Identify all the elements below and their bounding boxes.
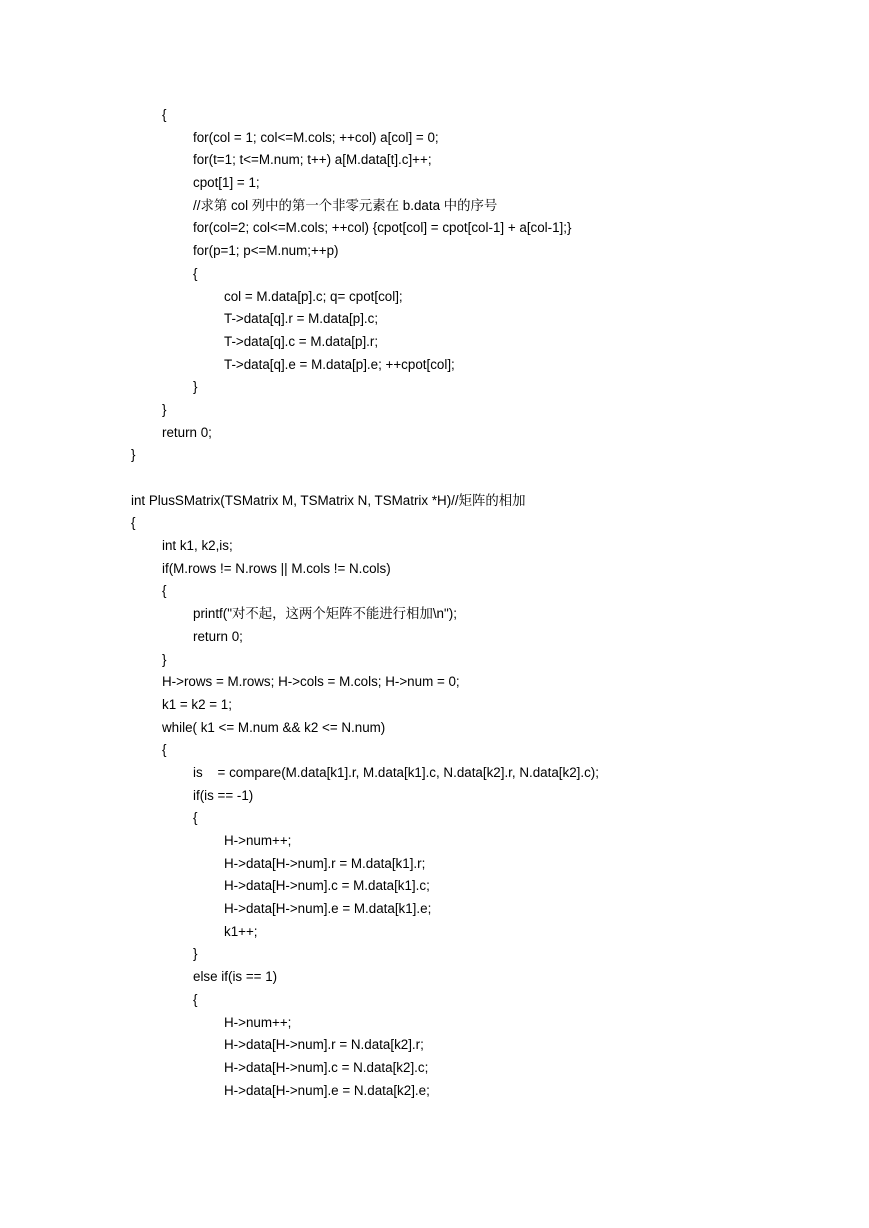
code-line: for(t=1; t<=M.num; t++) a[M.data[t].c]++; <box>193 152 432 168</box>
code-line: H->data[H->num].r = M.data[k1].r; <box>224 855 426 871</box>
code-line: k1 = k2 = 1; <box>162 696 232 712</box>
code-line: { <box>162 742 167 758</box>
code-line: cpot[1] = 1; <box>193 175 260 191</box>
code-line: H->data[H->num].c = N.data[k2].c; <box>224 1059 429 1075</box>
code-listing <box>0 104 869 1102</box>
code-line: col = M.data[p].c; q= cpot[col]; <box>224 288 403 304</box>
code-line: if(M.rows != N.rows || M.cols != N.cols) <box>162 560 391 576</box>
code-line: { <box>193 265 198 281</box>
code-line: } <box>131 447 136 463</box>
code-line: { <box>162 107 167 122</box>
code-line: { <box>193 991 198 1007</box>
code-line: T->data[q].e = M.data[p].e; ++cpot[col]; <box>224 356 455 372</box>
code-line: is = compare(M.data[k1].r, M.data[k1].c, N.data[k2].r, N.data[k2].c); <box>193 764 599 780</box>
code-line: //求第 col 列中的第一个非零元素在 b.data 中的序号 <box>193 197 498 213</box>
code-line: H->data[H->num].e = M.data[k1].e; <box>224 901 432 917</box>
code-line: } <box>193 379 198 395</box>
code-line: } <box>162 651 167 667</box>
code-line: return 0; <box>162 424 212 440</box>
code-line: } <box>162 401 167 417</box>
code-line: if(is == -1) <box>193 787 254 803</box>
code-line: for(col = 1; col<=M.cols; ++col) a[col] = 0; <box>193 129 439 145</box>
code-line: H->data[H->num].e = N.data[k2].e; <box>224 1082 430 1098</box>
code-line: H->rows = M.rows; H->cols = M.cols; H->num = 0; <box>162 674 460 690</box>
code-line: H->num++; <box>224 1014 292 1030</box>
code-line: { <box>131 515 136 531</box>
code-line: } <box>193 946 198 962</box>
code-line: while( k1 <= M.num && k2 <= N.num) <box>162 719 386 735</box>
code-line: int k1, k2,is; <box>162 538 233 554</box>
blank-line <box>0 467 869 490</box>
code-line: for(p=1; p<=M.num;++p) <box>193 243 339 259</box>
code-line: return 0; <box>193 628 243 644</box>
code-line: k1++; <box>224 923 258 939</box>
code-line: printf("对不起，这两个矩阵不能进行相加\n"); <box>193 606 457 622</box>
code-line: for(col=2; col<=M.cols; ++col) {cpot[col] = cpot[col-1] + a[col-1];} <box>193 220 572 236</box>
code-line: T->data[q].c = M.data[p].r; <box>224 333 379 349</box>
code-line: { <box>162 583 167 599</box>
code-line: H->num++; <box>224 833 292 848</box>
code-line: int PlusSMatrix(TSMatrix M, TSMatrix N, TSMatrix *H)//矩阵的相加 <box>131 492 526 508</box>
code-line: else if(is == 1) <box>193 969 278 985</box>
code-line: T->data[q].r = M.data[p].c; <box>224 311 379 327</box>
code-line: H->data[H->num].c = M.data[k1].c; <box>224 878 430 894</box>
code-line: H->data[H->num].r = N.data[k2].r; <box>224 1037 424 1053</box>
code-line: { <box>193 810 198 826</box>
